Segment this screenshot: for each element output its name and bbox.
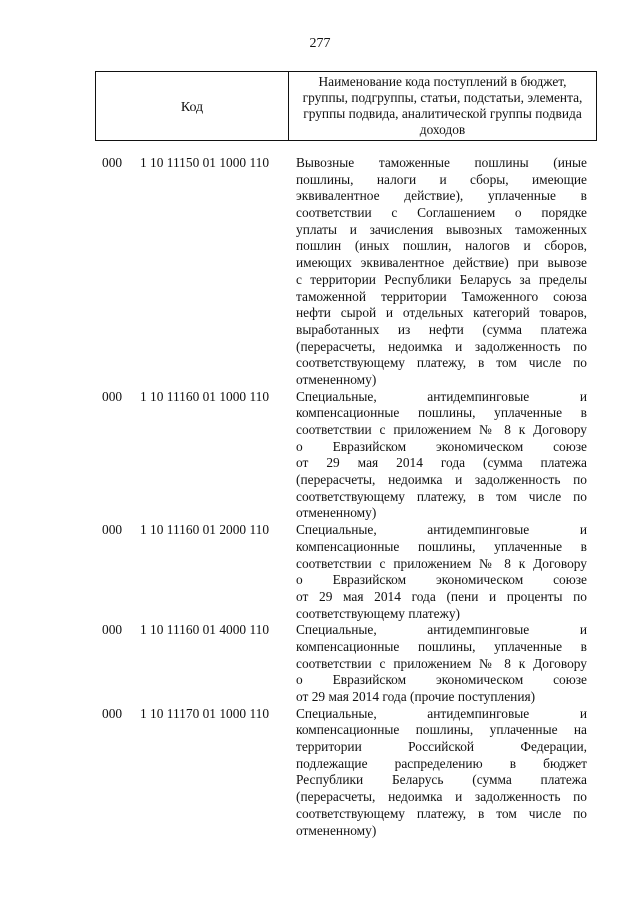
revenue-code: 1 10 11160 01 1000 110	[140, 388, 270, 404]
revenue-description	[296, 155, 587, 389]
entries-list	[0, 155, 640, 839]
table-row	[0, 622, 640, 705]
header-code-column: Код	[96, 72, 289, 140]
header-name-column: Наименование кода поступлений в бюджет, группы, подгруппы, статьи, подстатьи, элемента, группы подвида, аналитической группы подвида доходов	[302, 74, 583, 137]
description-line: Республики Беларусь (сумма платежа	[296, 772, 587, 788]
description-line: компенсационные пошлины, уплаченные в	[296, 405, 587, 421]
description-line: компенсационные пошлины, уплаченные в	[296, 638, 587, 654]
description-line: (перерасчеты, недоимка и задолженность по	[296, 472, 587, 488]
description-line: от 29 мая 2014 года (прочие поступления)	[296, 689, 536, 704]
description-line: от 29 мая 2014 года (пени и проценты по	[296, 588, 587, 604]
description-line: соответствующему платежу, в том числе по	[296, 355, 587, 371]
description-line: соответствии с приложением № 8 к Договору	[296, 655, 587, 671]
description-line: нефти сырой и отдельных категорий товаров,	[296, 305, 587, 321]
description-line: пошлины, налоги и сборы, имеющие	[296, 171, 587, 187]
revenue-description	[296, 622, 587, 705]
description-line: соответствующему платежу, в том числе по	[296, 488, 587, 504]
description-line: имеющих эквивалентное действие) при вывозе	[296, 255, 587, 271]
revenue-description	[296, 389, 587, 523]
description-line: соответствии с Соглашением о порядке	[296, 205, 587, 221]
description-line: пошлин (иных пошлин, налогов и сборов,	[296, 238, 587, 254]
table-header	[95, 71, 597, 141]
revenue-code: 1 10 11170 01 1000 110	[140, 705, 270, 721]
description-line: выработанных из нефти (сумма платежа	[296, 321, 587, 337]
description-line: Вывозные таможенные пошлины (иные	[296, 155, 587, 170]
description-line: компенсационные пошлины, уплаченные на	[296, 722, 587, 738]
admin-code: 000	[102, 705, 123, 721]
description-line: о Евразийском экономическом союзе	[296, 572, 587, 588]
description-line: о Евразийском экономическом союзе	[296, 672, 587, 688]
description-line: эквивалентное действие), уплаченные в	[296, 188, 587, 204]
description-line: соответствии с приложением № 8 к Договору	[296, 555, 587, 571]
description-line: подлежащие распределению в бюджет	[296, 755, 587, 771]
table-row	[0, 155, 640, 389]
revenue-code: 1 10 11160 01 2000 110	[140, 522, 270, 538]
description-line: о Евразийском экономическом союзе	[296, 438, 587, 454]
table-row	[0, 389, 640, 523]
description-line: таможенной территории Таможенного союза	[296, 288, 587, 304]
revenue-code: 1 10 11160 01 4000 110	[140, 622, 270, 638]
description-line: отмененному)	[296, 505, 377, 521]
revenue-description	[296, 522, 587, 622]
description-line: компенсационные пошлины, уплаченные в	[296, 538, 587, 554]
description-line: соответствии с приложением № 8 к Договору	[296, 422, 587, 437]
description-line: отмененному)	[296, 822, 377, 838]
description-line: (перерасчеты, недоимка и задолженность по	[296, 338, 587, 354]
table-row	[0, 706, 640, 840]
admin-code: 000	[102, 155, 123, 170]
description-line: уплаты и зачисления вывозных таможенных	[296, 221, 587, 237]
description-line: от 29 мая 2014 года (сумма платежа	[296, 455, 587, 471]
description-line: соответствующему платежу)	[296, 605, 460, 621]
admin-code: 000	[102, 522, 123, 538]
description-line: территории Российской Федерации,	[296, 739, 587, 755]
table-row	[0, 522, 640, 622]
description-line: Специальные, антидемпинговые и	[296, 705, 587, 721]
revenue-code: 1 10 11150 01 1000 110	[140, 155, 270, 170]
description-line: соответствующему платежу, в том числе по	[296, 805, 587, 821]
admin-code: 000	[102, 622, 123, 638]
admin-code: 000	[102, 388, 123, 404]
description-line: с территории Республики Беларусь за пределы	[296, 271, 587, 287]
description-line: (перерасчеты, недоимка и задолженность по	[296, 789, 587, 805]
page-number: 277	[309, 36, 331, 51]
description-line: Специальные, антидемпинговые и	[296, 522, 587, 538]
description-line: Специальные, антидемпинговые и	[296, 388, 587, 404]
revenue-description	[296, 706, 587, 840]
description-line: отмененному)	[296, 371, 377, 387]
description-line: Специальные, антидемпинговые и	[296, 622, 587, 638]
